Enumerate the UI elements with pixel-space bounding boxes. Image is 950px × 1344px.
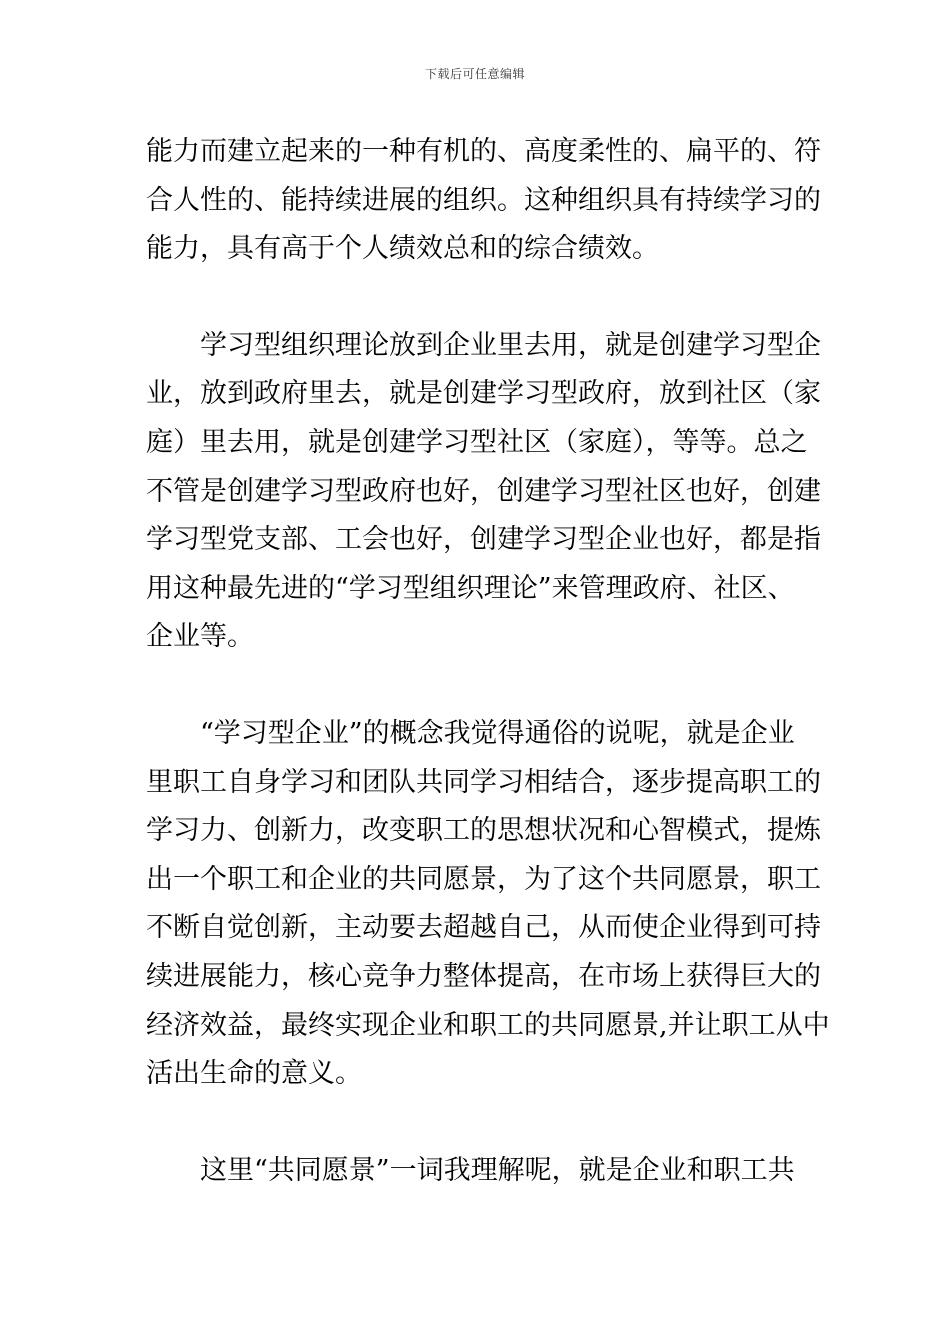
text-line: 庭）里去用，就是创建学习型社区（家庭），等等。总之 xyxy=(146,426,808,458)
paragraph-spacer xyxy=(146,1099,808,1147)
paragraph xyxy=(146,128,821,274)
text-line: 业，放到政府里去，就是创建学习型政府，放到社区（家 xyxy=(146,378,821,410)
text-line: 出一个职工和企业的共同愿景，为了这个共同愿景，职工 xyxy=(146,863,821,895)
text-line: 不断自觉创新，主动要去超越自己，从而使企业得到可持 xyxy=(146,912,821,944)
paragraph-spacer xyxy=(146,662,808,710)
text-line: 企业等。 xyxy=(146,621,254,653)
text-line: 经济效益，最终实现企业和职工的共同愿景,并让职工从中 xyxy=(146,1009,830,1041)
text-line: 合人性的、能持续进展的组织。这种组织具有持续学习的 xyxy=(146,184,821,216)
paragraph-spacer xyxy=(146,274,808,322)
page-header: 下载后可任意编辑 xyxy=(424,67,525,81)
text-line: 能力而建立起来的一种有机的、高度柔性的、扁平的、符 xyxy=(146,136,821,167)
paragraph xyxy=(146,710,830,1099)
text-line: 学习力、创新力，改变职工的思想状况和心智模式，提炼 xyxy=(146,815,821,847)
text-line: 里职工自身学习和团队共同学习相结合，逐步提高职工的 xyxy=(146,766,821,798)
paragraph xyxy=(146,1147,808,1196)
document-body xyxy=(146,128,830,1195)
text-line: “学习型企业”的概念我觉得通俗的说呢，就是企业 xyxy=(200,717,795,749)
text-line: 用这种最先进的“学习型组织理论”来管理政府、社区、 xyxy=(146,572,795,604)
text-line: 活出生命的意义。 xyxy=(146,1058,362,1090)
text-line: 学习型党支部、工会也好，创建学习型企业也好，都是指 xyxy=(146,524,821,556)
paragraph xyxy=(146,322,821,662)
text-line: 能力，具有高于个人绩效总和的综合绩效。 xyxy=(146,233,659,265)
text-line: 这里“共同愿景”一词我理解呢，就是企业和职工共 xyxy=(200,1154,795,1186)
text-line: 不管是创建学习型政府也好，创建学习型社区也好，创建 xyxy=(146,475,821,507)
text-line: 学习型组织理论放到企业里去用，就是创建学习型企 xyxy=(200,329,821,361)
text-line: 续进展能力，核心竞争力整体提高，在市场上获得巨大的 xyxy=(146,960,821,992)
